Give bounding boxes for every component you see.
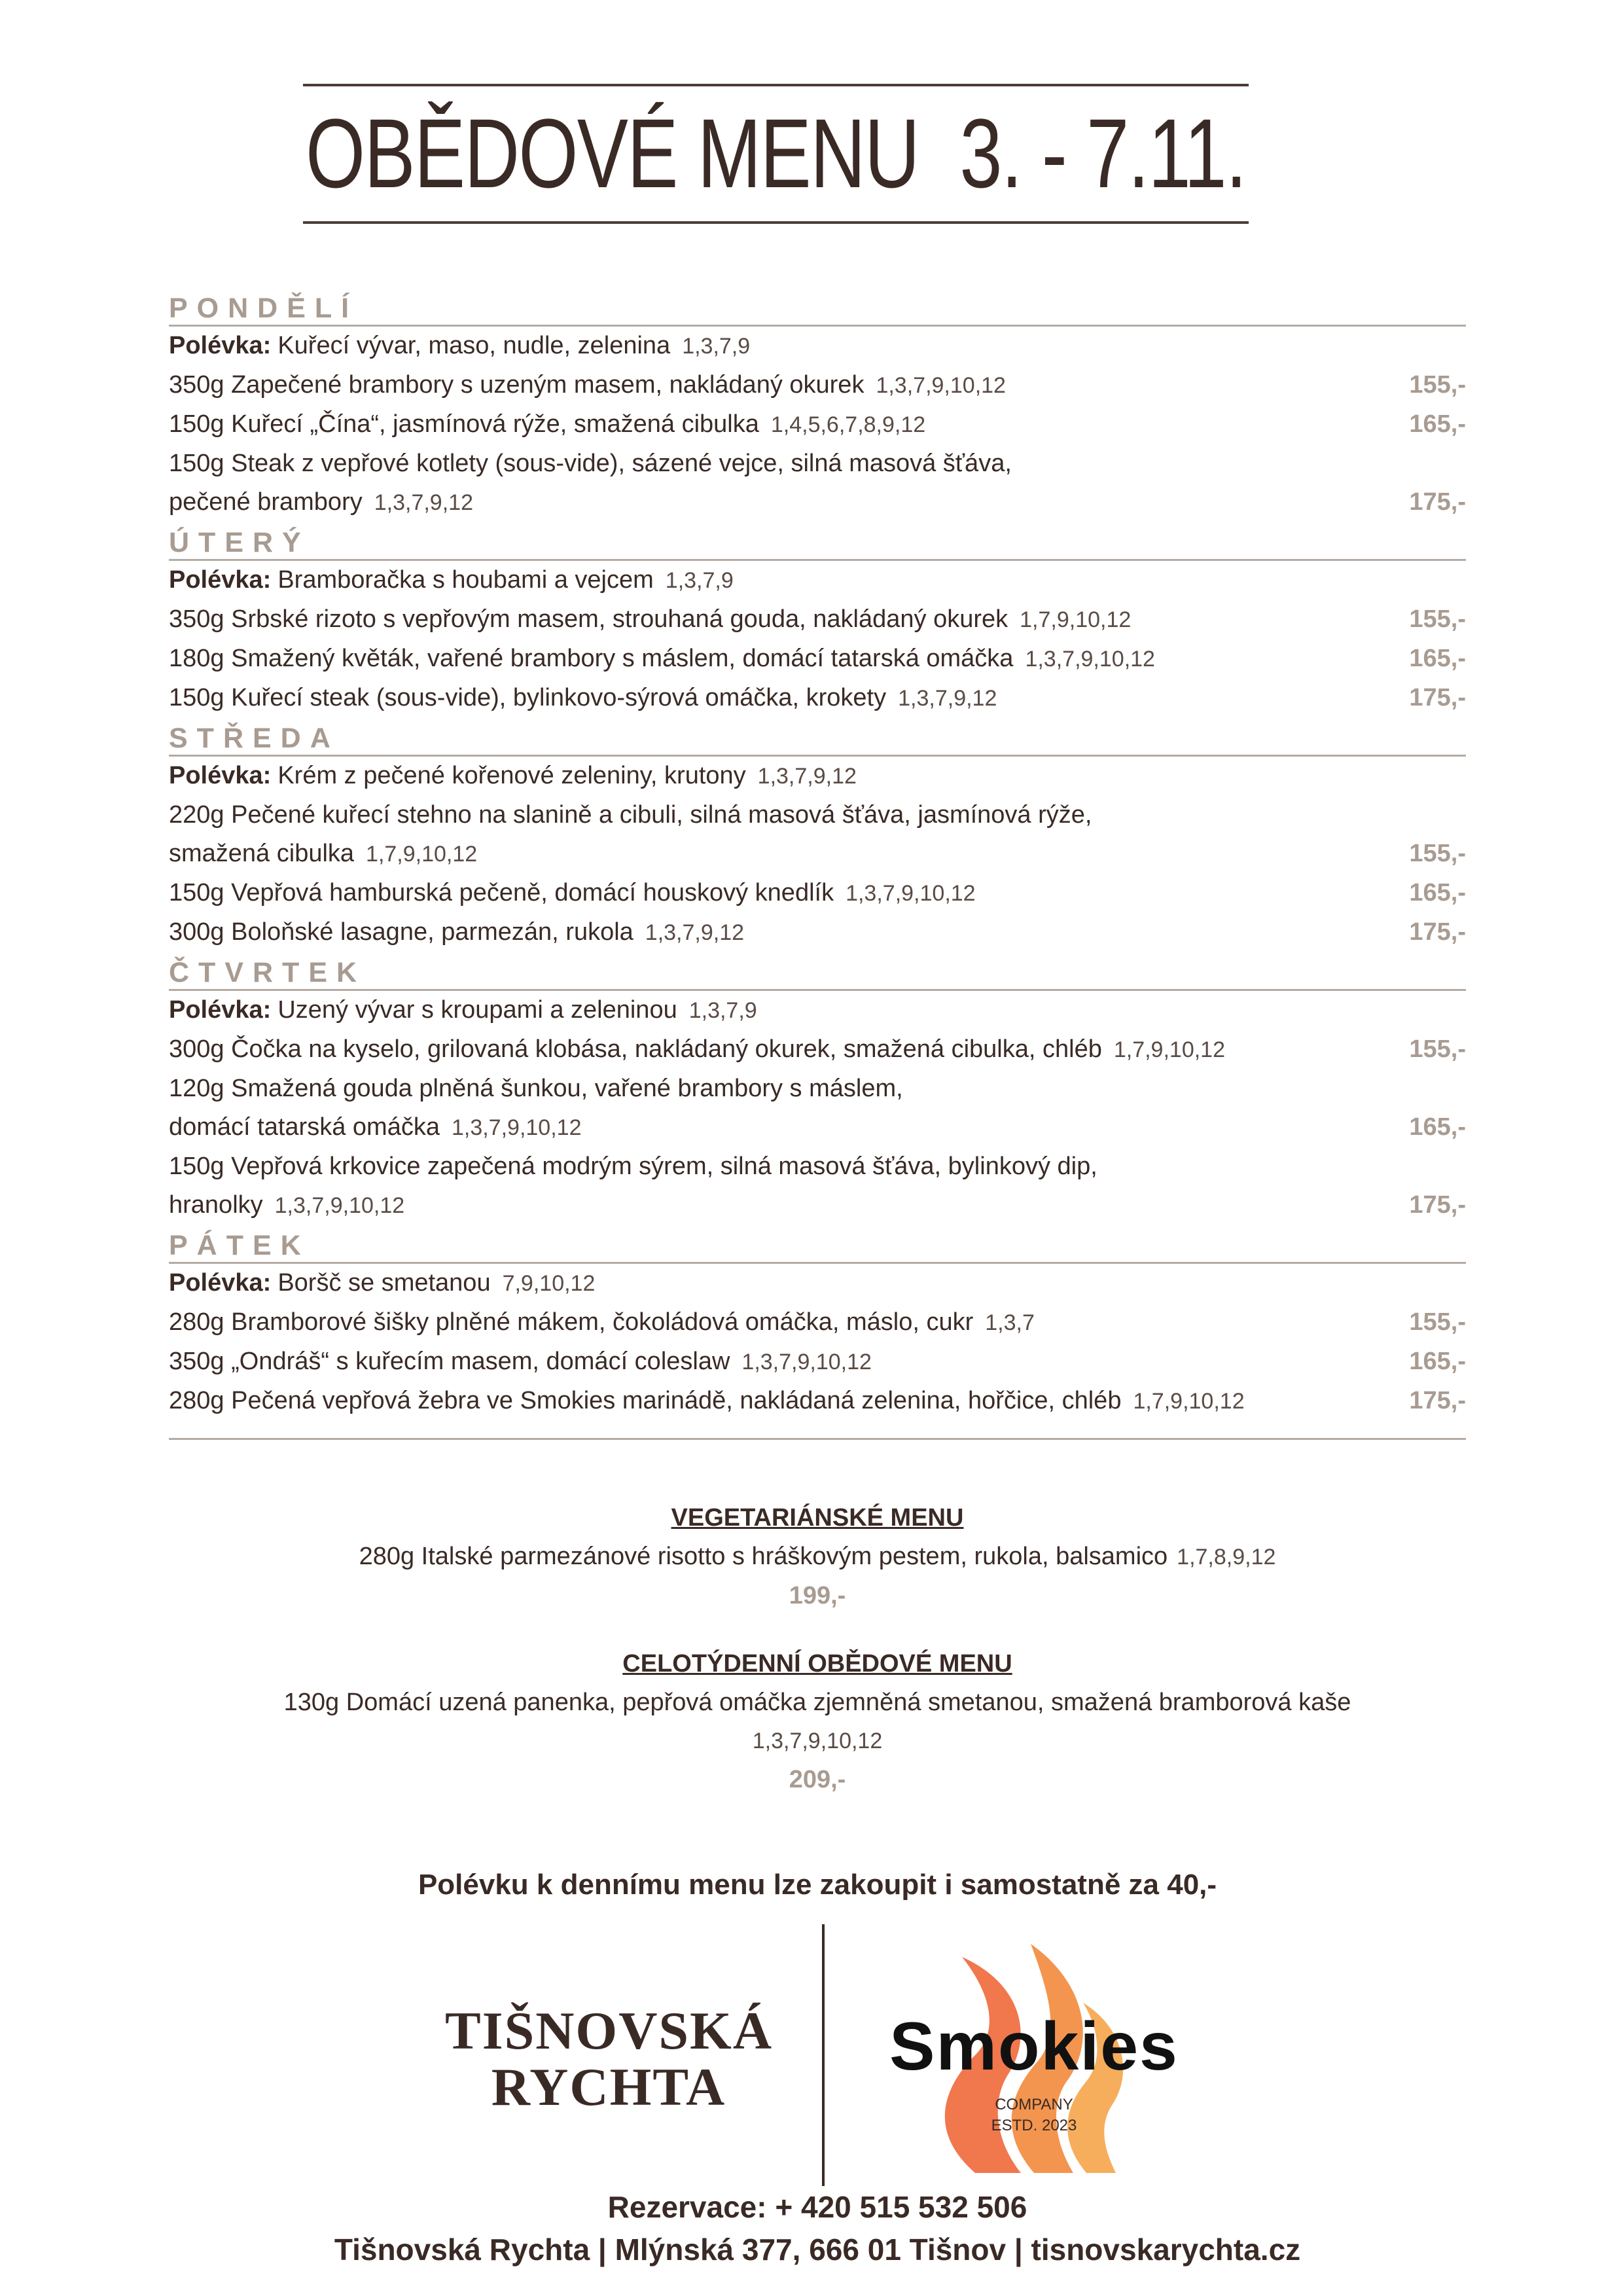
soup-label: Polévka: [169, 762, 272, 789]
header-top-rule [303, 84, 1249, 86]
dish-allergens: 1,7,9,10,12 [1133, 1389, 1245, 1414]
dish-allergens: 1,3,7,9,10,12 [1025, 647, 1155, 672]
logo-divider [822, 1924, 825, 2186]
dish-allergens: 1,3,7,9,10,12 [274, 1193, 405, 1218]
dish-allergens: 1,3,7,9,12 [645, 920, 745, 945]
menu-end-rule [169, 1438, 1466, 1440]
smokies-logo [864, 1931, 1204, 2179]
rychta-line2: RYCHTA [491, 2057, 726, 2117]
dish-row [169, 1342, 1466, 1382]
soup-text: Krém z pečené kořenové zeleniny, krutony [277, 762, 746, 789]
dish-price: 155,- [1409, 1035, 1466, 1063]
dish-price: 165,- [1409, 1113, 1466, 1141]
dish-allergens: 1,7,9,10,12 [366, 842, 478, 867]
smokies-word: Smokies [889, 2009, 1179, 2085]
dish-text: 150g Kuřecí steak (sous-vide), bylinkovo-sýrová omáčka, krokety [169, 684, 887, 711]
smokies-company: COMPANY [995, 2096, 1073, 2113]
dish-allergens: 1,4,5,6,7,8,9,12 [770, 412, 926, 437]
dish-price: 155,- [1409, 371, 1466, 399]
day-heading: STŘEDA [169, 722, 1466, 757]
dish-row [169, 639, 1466, 679]
dish-price: 165,- [1409, 645, 1466, 672]
page-title [306, 98, 1246, 208]
weekly-dish: 130g Domácí uzená panenka, pepřová omáčka zjemněná smetanou, smažená bramborová kaše [283, 1689, 1351, 1716]
dish-text: 180g Smažený květák, vařené brambory s máslem, domácí tatarská omáčka [169, 645, 1014, 672]
dish-row [169, 1382, 1466, 1421]
dish-price: 175,- [1409, 1387, 1466, 1414]
day-heading: ČTVRTEK [169, 956, 1466, 991]
dish-text: pečené brambory [169, 488, 363, 516]
tisnovska-rychta-logo [445, 2003, 772, 2115]
dish-price: 155,- [1409, 605, 1466, 633]
dish-row [169, 1186, 1466, 1225]
vegetarian-dish [169, 1537, 1466, 1577]
soup-row [169, 757, 1466, 796]
dish-price: 165,- [1409, 879, 1466, 906]
dish-text: 150g Steak z vepřové kotlety (sous-vide), sázené vejce, silná masová šťáva, [169, 450, 1012, 477]
dish-row [169, 405, 1466, 444]
rychta-line1: TIŠNOVSKÁ [445, 2001, 774, 2060]
dish-allergens: 1,7,9,10,12 [1113, 1037, 1225, 1062]
dish-allergens: 1,7,9,10,12 [1020, 607, 1132, 632]
dish-row [169, 913, 1466, 952]
dish-text: 150g Vepřová krkovice zapečená modrým sýrem, silná masová šťáva, bylinkový dip, [169, 1153, 1097, 1180]
soup-row [169, 561, 1466, 600]
dish-price: 175,- [1409, 1191, 1466, 1219]
dish-row [169, 1147, 1466, 1186]
dish-allergens: 1,3,7 [985, 1310, 1035, 1335]
dish-price: 155,- [1409, 1308, 1466, 1336]
weekly-price: 209,- [789, 1766, 846, 1793]
dish-row [169, 1069, 1466, 1108]
day-heading: PÁTEK [169, 1229, 1466, 1264]
dish-row [169, 600, 1466, 639]
dish-price: 155,- [1409, 840, 1466, 867]
dish-row [169, 796, 1466, 834]
dish-text: domácí tatarská omáčka [169, 1113, 440, 1141]
dish-text: 280g Bramborové šišky plněné mákem, čokoládová omáčka, máslo, cukr [169, 1308, 974, 1336]
header-bottom-rule [303, 221, 1249, 224]
soup-allergens: 1,3,7,9 [682, 334, 751, 359]
title-dates: 3. - 7.11. [959, 98, 1246, 208]
soup-text: Bramboračka s houbami a vejcem [277, 566, 654, 594]
dish-text: 280g Pečená vepřová žebra ve Smokies marinádě, nakládaná zelenina, hořčice, chléb [169, 1387, 1122, 1414]
dish-text: 220g Pečené kuřecí stehno na slanině a cibuli, silná masová šťáva, jasmínová rýže, [169, 801, 1092, 829]
dish-text: 350g Srbské rizoto s vepřovým masem, strouhaná gouda, nakládaný okurek [169, 605, 1008, 633]
dish-row [169, 483, 1466, 522]
dish-price: 175,- [1409, 488, 1466, 516]
weekly-menu [169, 1645, 1466, 1799]
address-line: Tišnovská Rychta | Mlýnská 377, 666 01 Tišnov | tisnovskarychta.cz [334, 2233, 1301, 2267]
soup-row [169, 327, 1466, 366]
dish-allergens: 1,3,7,9,10,12 [741, 1350, 872, 1374]
partner-logos [445, 1924, 1204, 2186]
soup-text: Uzený vývar s kroupami a zeleninou [277, 996, 677, 1024]
smokies-estd: ESTD. 2023 [991, 2117, 1077, 2134]
daily-menu [169, 288, 1466, 1440]
dish-row [169, 1303, 1466, 1342]
dish-row [169, 1030, 1466, 1069]
day-heading: ÚTERÝ [169, 526, 1466, 561]
soup-allergens: 1,3,7,9,12 [757, 764, 857, 789]
vegetarian-allergens: 1,7,8,9,12 [1177, 1545, 1276, 1570]
vegetarian-dish-text: 280g Italské parmezánové risotto s hráškovým pestem, rukola, balsamico [359, 1543, 1168, 1570]
soup-note: Polévku k dennímu menu lze zakoupit i samostatně za 40,- [418, 1869, 1217, 1901]
weekly-title: CELOTÝDENNÍ OBĚDOVÉ MENU [622, 1650, 1012, 1677]
vegetarian-price: 199,- [789, 1582, 846, 1609]
dish-text: 300g Boloňské lasagne, parmezán, rukola [169, 918, 633, 946]
dish-allergens: 1,3,7,9,12 [374, 490, 473, 515]
dish-text: hranolky [169, 1191, 263, 1219]
dish-text: smažená cibulka [169, 840, 355, 867]
dish-row [169, 444, 1466, 483]
dish-text: 350g „Ondráš“ s kuřecím masem, domácí coleslaw [169, 1348, 730, 1375]
soup-allergens: 1,3,7,9 [665, 568, 734, 593]
dish-text: 120g Smažená gouda plněná šunkou, vařené brambory s máslem, [169, 1075, 903, 1102]
soup-label: Polévka: [169, 332, 272, 359]
dish-allergens: 1,3,7,9,10,12 [846, 881, 976, 906]
dish-text: 150g Vepřová hamburská pečeně, domácí houskový knedlík [169, 879, 834, 906]
day-heading: PONDĚLÍ [169, 292, 1466, 327]
dish-row [169, 679, 1466, 718]
soup-row [169, 991, 1466, 1030]
dish-allergens: 1,3,7,9,12 [898, 686, 997, 711]
dish-price: 175,- [1409, 918, 1466, 946]
soup-allergens: 1,3,7,9 [688, 998, 757, 1023]
dish-row [169, 366, 1466, 405]
vegetarian-menu [169, 1499, 1466, 1615]
header [303, 84, 1249, 224]
weekly-allergens: 1,3,7,9,10,12 [752, 1729, 883, 1753]
dish-price: 175,- [1409, 684, 1466, 711]
soup-label: Polévka: [169, 996, 272, 1024]
soup-label: Polévka: [169, 566, 272, 594]
soup-text: Kuřecí vývar, maso, nudle, zelenina [277, 332, 671, 359]
dish-text: 350g Zapečené brambory s uzeným masem, nakládaný okurek [169, 371, 865, 399]
soup-label: Polévka: [169, 1269, 272, 1297]
title-left: OBĚDOVÉ MENU [306, 98, 919, 208]
soup-row [169, 1264, 1466, 1303]
dish-row [169, 874, 1466, 913]
dish-row [169, 834, 1466, 874]
soup-allergens: 7,9,10,12 [502, 1271, 596, 1296]
vegetarian-title: VEGETARIÁNSKÉ MENU [671, 1504, 964, 1532]
dish-row [169, 1108, 1466, 1147]
reservation-line: Rezervace: + 420 515 532 506 [607, 2190, 1027, 2224]
dish-allergens: 1,3,7,9,10,12 [876, 373, 1006, 398]
dish-text: 300g Čočka na kyselo, grilovaná klobása, nakládaný okurek, smažená cibulka, chléb [169, 1035, 1102, 1063]
soup-text: Boršč se smetanou [277, 1269, 491, 1297]
dish-allergens: 1,3,7,9,10,12 [451, 1115, 582, 1140]
dish-price: 165,- [1409, 410, 1466, 438]
dish-text: 150g Kuřecí „Čína“, jasmínová rýže, smažená cibulka [169, 410, 759, 438]
dish-price: 165,- [1409, 1348, 1466, 1375]
